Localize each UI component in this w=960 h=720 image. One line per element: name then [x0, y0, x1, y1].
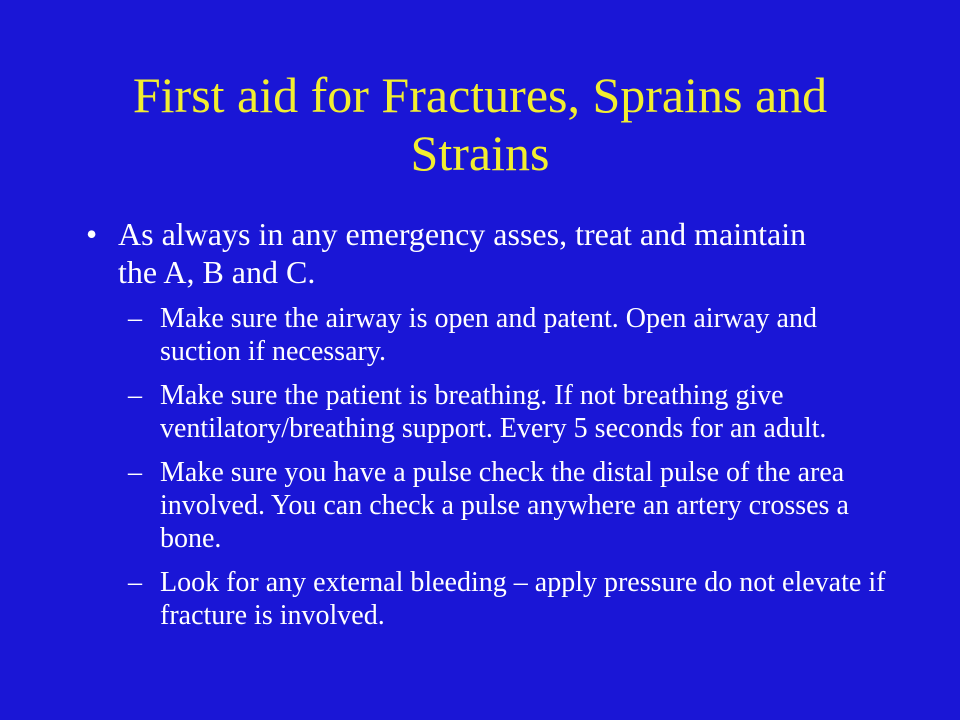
slide-title: First aid for Fractures, Sprains and Strains [132, 67, 828, 181]
sub-bullet-text: Make sure you have a pulse check the distal pulse of the area involved. You can check a pulse anywhere an artery crosses a bone. [160, 457, 849, 555]
sub-bullet-text: Make sure the patient is breathing. If not breathing give ventilatory/breathing support. Every 5 seconds for an adult. [160, 380, 827, 445]
dash-marker: – [128, 457, 142, 489]
sub-bullet-list [128, 302, 888, 643]
dash-marker: – [128, 567, 142, 599]
main-bullet-text: As always in any emergency asses, treat and maintain the A, B and C. [118, 216, 807, 290]
sub-bullet-airway [128, 302, 888, 368]
main-bullet [86, 216, 826, 292]
bullet-marker: • [86, 216, 98, 252]
sub-bullet-pulse [128, 456, 888, 555]
sub-bullet-bleeding [128, 566, 888, 632]
sub-bullet-text: Make sure the airway is open and patent. Open airway and suction if necessary. [160, 303, 817, 368]
dash-marker: – [128, 303, 142, 334]
sub-bullet-text: Look for any external bleeding – apply pressure do not elevate if fracture is involved. [160, 567, 886, 632]
dash-marker: – [128, 380, 142, 412]
sub-bullet-breathing [128, 379, 888, 445]
